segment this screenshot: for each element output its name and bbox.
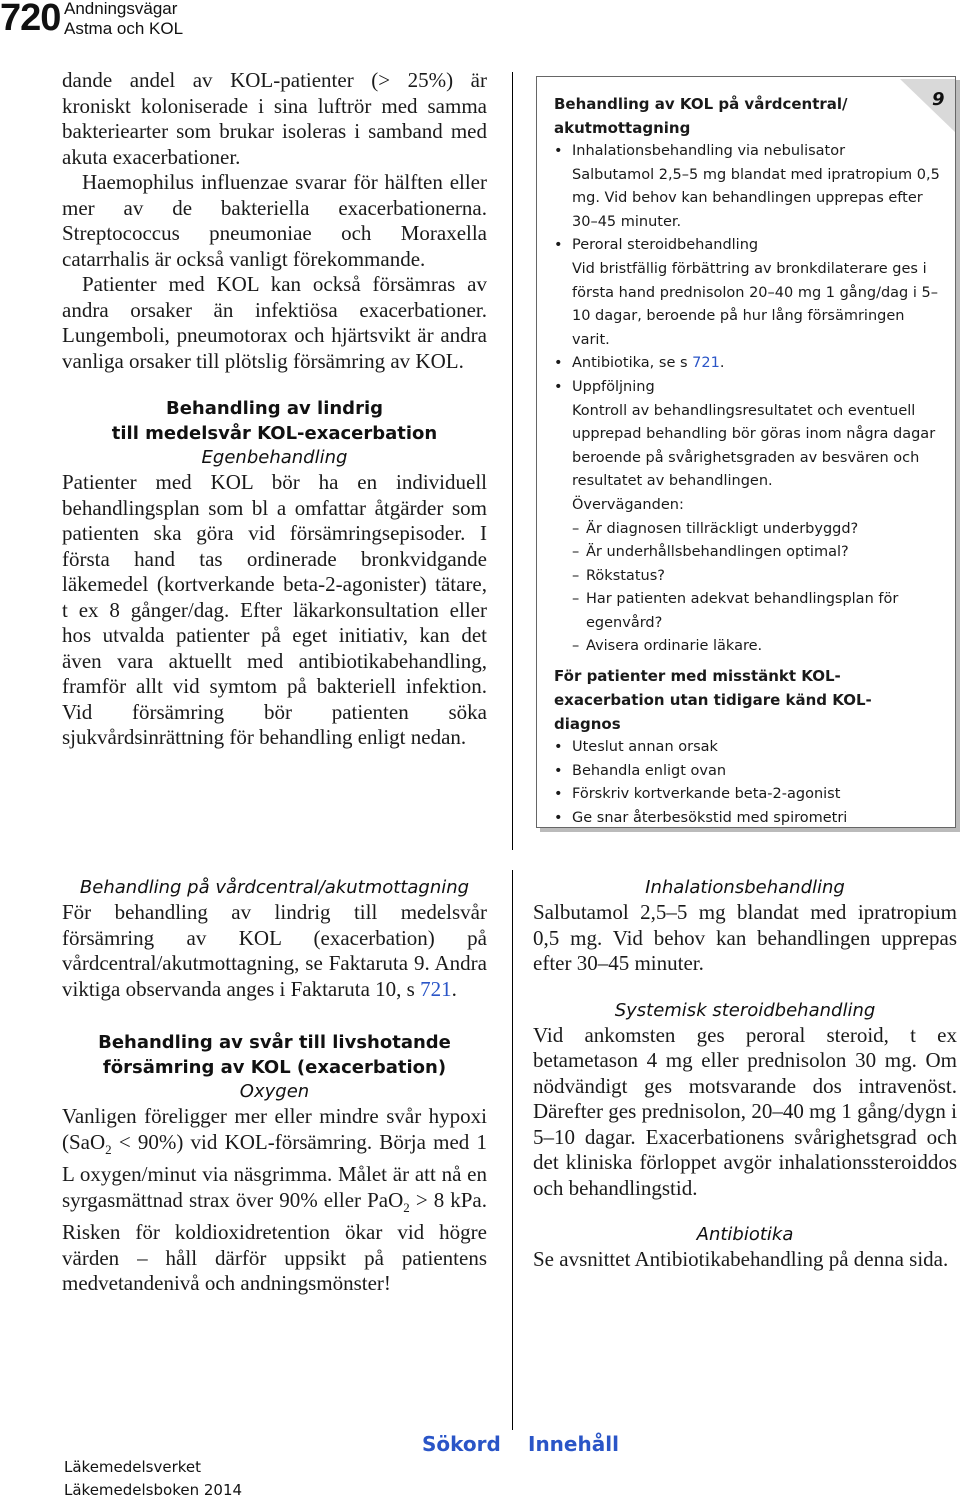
page-ref-link[interactable]: 721: [692, 355, 720, 372]
list-item: • Förskriv kortverkande beta-2-agonist: [554, 783, 944, 807]
chapter-title: Andningsvägar: [64, 0, 178, 18]
book-name: Läkemedelsboken 2014: [64, 1481, 243, 1499]
page-ref-link[interactable]: 721: [420, 976, 452, 1001]
table-of-contents-link[interactable]: Innehåll: [528, 1432, 619, 1456]
list-item: • Uppföljning Kontroll av behandlingsresultatet och eventuell upprepad behandling bör göras inom några dagar beroende på svårighetsgraden av besvären och resultatet av behandlingen. Överväganden:: [554, 376, 944, 518]
page-number: 720: [0, 0, 61, 39]
paragraph-systemic-steroid: Vid ankomsten ges peroral steroid, t ex betametason 4 mg eller prednisolon 30 mg. Om nödvändigt ges motsvarande dos intravenöst. Därefter ges prednisolon, 20–40 mg 1 gång/dygn i 5–10 dagar. Exacerbationens svårighetsgrad och det kliniska förloppet avgör inhalationssteroiddos och behandlingstid.: [533, 1022, 957, 1200]
section-title: Astma och KOL: [64, 19, 184, 38]
subheading-systemic-steroid: Systemisk steroidbehandling: [614, 999, 876, 1021]
consideration-item: – Avisera ordinarie läkare.: [554, 635, 944, 659]
list-item: • Uteslut annan orsak: [554, 736, 944, 760]
publisher-name: Läkemedelsverket: [64, 1458, 202, 1476]
list-item: • Behandla enligt ovan: [554, 760, 944, 784]
left-column-bottom: [62, 876, 487, 1297]
factbox-number: 9: [932, 89, 945, 110]
heading-mild-exacerbation: Behandling av lindrig till medelsvår KOL-exacerbation: [111, 398, 438, 444]
consideration-item: – Har patienten adekvat behandlingsplan för egenvård?: [554, 588, 944, 635]
suspected-kol-list: [554, 736, 944, 830]
column-divider-top: [512, 72, 513, 850]
paragraph-antibiotics: Se avsnittet Antibiotikabehandling på denna sida.: [533, 1247, 949, 1271]
subheading-oxygen: Oxygen: [239, 1081, 310, 1102]
right-column-bottom: [533, 876, 957, 1273]
list-item: • Antibiotika, se s 721.: [554, 352, 944, 376]
consideration-item: – Är underhållsbehandlingen optimal?: [554, 541, 944, 565]
list-item: • Peroral steroidbehandling Vid bristfällig förbättring av bronkdilaterare ges i första hand prednisolon 20–40 mg 1 gång/dag i 5–10 dagar, beroende på hur lång försämringen varit.: [554, 234, 944, 352]
paragraph-vardcentral: För behandling av lindrig till medelsvår försämring av KOL (exacerbation) på vårdcentral/akutmottagning, se Faktaruta 9. Andra viktiga observanda anges i Faktaruta 10, s 721.: [62, 900, 487, 1001]
subheading-vardcentral: Behandling på vårdcentral/akutmottagning: [79, 877, 470, 898]
paragraph-other-causes: Patienter med KOL kan också försämras av andra orsaker än infektiösa exacerbationer. Lungemboli, pneumotorax och hjärtsvikt är andra vanliga orsaker till plötslig försämring av KOL.: [62, 272, 487, 373]
search-index-link[interactable]: Sökord: [422, 1432, 501, 1456]
page-header: [0, 0, 960, 42]
factbox-content: [554, 92, 944, 830]
suspected-kol-title: För patienter med misstänkt KOL-exacerbation utan tidigare känd KOL-diagnos: [554, 667, 872, 734]
paragraph-haemophilus: Haemophilus influenzae svarar för hälften eller mer av de bakteriella exacerbationerna. Streptococcus pneumoniae och Moraxella catarrhalis är också vanligt förekommande.: [62, 170, 487, 271]
consideration-item: – Är diagnosen tillräckligt underbyggd?: [554, 518, 944, 542]
column-divider-bottom: [512, 870, 513, 1430]
left-column-top: [62, 68, 487, 751]
list-item: • Ge snar återbesökstid med spirometri: [554, 807, 944, 831]
consideration-item: – Rökstatus?: [554, 565, 944, 589]
footer-publisher: [64, 1456, 242, 1502]
paragraph-inhalation: Salbutamol 2,5–5 mg blandat med ipratropium 0,5 mg. Vid behov kan behandlingen upprepas efter 30–45 minuter.: [533, 900, 957, 975]
list-item: • Inhalationsbehandling via nebulisator Salbutamol 2,5–5 mg blandat med ipratropium 0,5 mg. Vid behov kan behandlingen upprepas efter 30–45 minuter.: [554, 140, 944, 234]
subheading-antibiotics: Antibiotika: [696, 1224, 794, 1245]
paragraph-self-treatment: Patienter med KOL bör ha en individuell behandlingsplan som bl a omfattar åtgärder som patienten ska göra vid försämringsepisoder. I första hand tas ordinerade bronkvidgande läkemedel (kortverkande beta-2-agonister) tätare, t ex 8 gånger/dag. Efter läkarkonsultation eller hos utvalda patienter på eget initiativ, kan det även vara aktuellt med antibiotikabehandling, framför allt vid symtom på bakteriell infektion. Vid försämring bör patienten söka sjukvårdsinrättning för behandling enligt nedan.: [62, 470, 487, 749]
factbox-title: Behandling av KOL på vårdcentral/ akutmottagning: [554, 95, 848, 137]
paragraph-colonisation: dande andel av KOL-patienter (> 25%) är kroniskt koloniserade i sina luftrör med samma bakteriearter som brukar isoleras i samband med akuta exacerbationer.: [62, 68, 487, 169]
subheading-inhalation: Inhalationsbehandling: [645, 877, 845, 898]
factbox-list: [554, 140, 944, 518]
subheading-self-treatment: Egenbehandling: [201, 447, 348, 468]
heading-severe-exacerbation: Behandling av svår till livshotande försämring av KOL (exacerbation): [98, 1032, 451, 1078]
paragraph-oxygen: Vanligen föreligger mer eller mindre svår hypoxi (SaO$_2$ < 90%) vid KOL-försämring. Börja med 1 L oxygen/minut via näsgrimma. Målet är att nå en syrgasmättnad strax över 90% eller PaO$_2$ > 8 kPa. Risken för koldioxidretention ökar vid högre värden – håll därför uppsikt på patientens medvetandenivå och andningsmönster!: [62, 1104, 487, 1296]
